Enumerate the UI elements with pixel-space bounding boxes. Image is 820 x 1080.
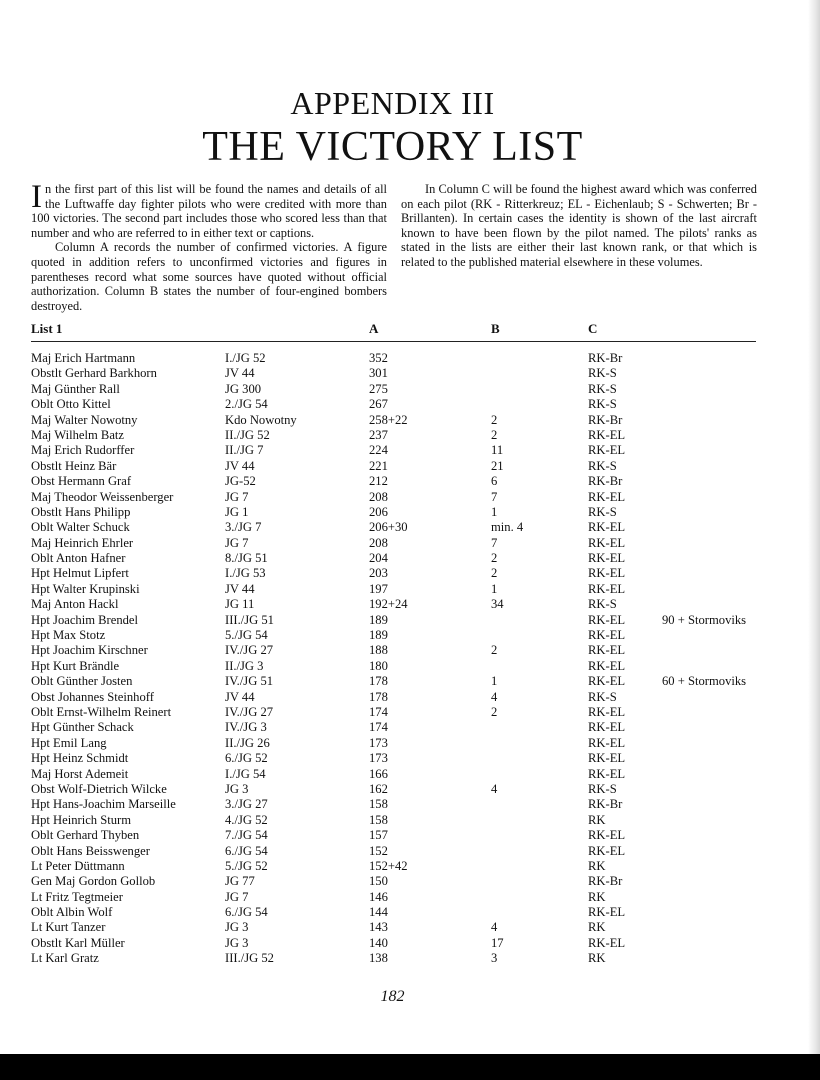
pilot-name: Hpt Max Stotz: [31, 628, 106, 643]
pilot-unit: JG 7: [225, 535, 249, 550]
table-row: [31, 459, 791, 474]
pilot-name: Obst Wolf-Dietrich Wilcke: [31, 781, 167, 796]
pilot-unit: IV./JG 27: [225, 643, 274, 658]
table-row: [31, 936, 791, 951]
award-c: RK: [588, 889, 606, 904]
victories-a: 192+24: [369, 597, 408, 612]
victories-a: 140: [369, 935, 388, 950]
victories-a: 212: [369, 474, 388, 489]
pilot-name: Obstlt Heinz Bär: [31, 458, 117, 473]
pilot-unit: IV./JG 3: [225, 720, 267, 735]
victories-a: 203: [369, 566, 388, 581]
bombers-b: 1: [491, 581, 498, 596]
table-row: [31, 566, 791, 581]
pilot-name: Maj Walter Nowotny: [31, 412, 138, 427]
pilot-name: Oblt Otto Kittel: [31, 397, 111, 412]
pilot-unit: I./JG 52: [225, 351, 266, 365]
column-c-header: C: [588, 321, 598, 336]
victories-a: 158: [369, 812, 388, 827]
pilot-name: Maj Wilhelm Batz: [31, 427, 124, 442]
award-c: RK-EL: [588, 520, 626, 535]
award-c: RK-Br: [588, 351, 623, 365]
table-row: [31, 613, 791, 628]
intro-paragraph-3: In Column C will be found the highest award which was conferred on each pilot (RK - Ritterkreuz; EL - Eichenlaub; S - Schwerten; Br - Brillanten). In certain cases the identity is shown of the last aircraft known to have been flown by the pilot named. The pilots' ranks as stated in the lists are either their last known rank, or that which is related to the published material elsewhere in these volumes.: [401, 182, 757, 269]
pilot-unit: 4./JG 52: [225, 812, 268, 827]
pilot-unit: I./JG 53: [225, 566, 266, 581]
award-c: RK-EL: [588, 628, 626, 643]
pilot-name: Gen Maj Gordon Gollob: [31, 874, 156, 889]
award-c: RK: [588, 812, 606, 827]
victories-a: 197: [369, 581, 388, 596]
award-c: RK-EL: [588, 905, 626, 920]
pilot-name: Hpt Joachim Kirschner: [31, 643, 148, 658]
award-c: RK-Br: [588, 874, 623, 889]
award-c: RK-EL: [588, 427, 626, 442]
pilot-unit: 8./JG 51: [225, 551, 268, 566]
victories-a: 173: [369, 735, 388, 750]
award-c: RK-EL: [588, 566, 626, 581]
award-c: RK: [588, 951, 606, 966]
bombers-b: 2: [491, 551, 498, 566]
pilot-unit: 7./JG 54: [225, 828, 268, 843]
bombers-b: 2: [491, 643, 498, 658]
pilot-unit: III./JG 52: [225, 951, 274, 966]
victories-a: 157: [369, 828, 388, 843]
table-row: [31, 720, 791, 735]
award-c: RK-S: [588, 689, 617, 704]
pilot-name: Obstlt Karl Müller: [31, 935, 125, 950]
award-c: RK-Br: [588, 412, 623, 427]
pilot-unit: JV 44: [225, 689, 255, 704]
victories-a: 158: [369, 797, 388, 812]
victories-a: 138: [369, 951, 388, 966]
pilot-unit: II./JG 3: [225, 658, 264, 673]
pilot-unit: II./JG 52: [225, 427, 270, 442]
award-c: RK-EL: [588, 704, 626, 719]
victory-list: [31, 351, 791, 967]
table-row: [31, 859, 791, 874]
victories-a: 144: [369, 905, 388, 920]
pilot-name: Hpt Kurt Brändle: [31, 658, 120, 673]
page-edge-shadow: [808, 0, 820, 1080]
pilot-unit: JG-52: [225, 474, 256, 489]
pilot-unit: IV./JG 51: [225, 674, 274, 689]
table-row: [31, 844, 791, 859]
bombers-b: 2: [491, 427, 498, 442]
award-c: RK-EL: [588, 551, 626, 566]
victories-a: 208: [369, 535, 388, 550]
table-row: [31, 674, 791, 689]
victories-a: 237: [369, 427, 388, 442]
pilot-name: Lt Karl Gratz: [31, 951, 99, 966]
intro-paragraph-1: [31, 179, 387, 240]
pilot-unit: 3./JG 27: [225, 797, 268, 812]
table-row: [31, 474, 791, 489]
table-row: [31, 382, 791, 397]
victories-a: 143: [369, 920, 388, 935]
victories-a: 174: [369, 720, 388, 735]
victories-a: 221: [369, 458, 388, 473]
victories-a: 189: [369, 628, 388, 643]
pilot-name: Lt Kurt Tanzer: [31, 920, 106, 935]
victories-a: 206: [369, 504, 388, 519]
table-row: [31, 490, 791, 505]
award-c: RK-S: [588, 504, 617, 519]
intro-paragraph-2: Column A records the number of confirmed victories. A figure quoted in addition refers to unconfirmed victories and figures in parentheses record what some sources have quoted without official authorization. Column B states the number of four-engined bombers destroyed.: [31, 240, 387, 313]
table-row: [31, 951, 791, 966]
award-c: RK-EL: [588, 766, 626, 781]
pilot-name: Maj Heinrich Ehrler: [31, 535, 134, 550]
table-row: [31, 797, 791, 812]
victories-a: 188: [369, 643, 388, 658]
bombers-b: 21: [491, 458, 504, 473]
bombers-b: 11: [491, 443, 504, 458]
bombers-b: 4: [491, 689, 498, 704]
pilot-name: Obst Johannes Steinhoff: [31, 689, 154, 704]
victories-a: 352: [369, 351, 388, 365]
pilot-name: Maj Theodor Weissenberger: [31, 489, 174, 504]
table-row: [31, 813, 791, 828]
pilot-unit: JV 44: [225, 581, 255, 596]
pilot-unit: JG 1: [225, 504, 249, 519]
victories-a: 189: [369, 612, 388, 627]
table-row: [31, 751, 791, 766]
table-row: [31, 397, 791, 412]
victories-a: 180: [369, 658, 388, 673]
award-c: RK: [588, 858, 606, 873]
award-c: RK-EL: [588, 658, 626, 673]
table-row: [31, 628, 791, 643]
award-c: RK-EL: [588, 643, 626, 658]
pilot-name: Oblt Gerhard Thyben: [31, 828, 140, 843]
pilot-name: Hpt Günther Schack: [31, 720, 134, 735]
award-c: RK-EL: [588, 612, 626, 627]
bombers-b: 4: [491, 920, 498, 935]
table-row: [31, 582, 791, 597]
award-c: RK-Br: [588, 474, 623, 489]
table-row: [31, 736, 791, 751]
intro-left-column: [31, 179, 387, 313]
victories-a: 275: [369, 381, 388, 396]
bombers-b: 34: [491, 597, 504, 612]
pilot-unit: 5./JG 54: [225, 628, 268, 643]
award-c: RK-EL: [588, 720, 626, 735]
appendix-heading: APPENDIX III: [290, 85, 495, 121]
victories-a: 152: [369, 843, 388, 858]
list-label: List 1: [31, 321, 63, 336]
pilot-unit: JG 3: [225, 920, 249, 935]
victories-a: 204: [369, 551, 388, 566]
column-a-header: A: [369, 321, 379, 336]
scan-bottom-border: [0, 1054, 820, 1080]
award-c: RK: [588, 920, 606, 935]
table-row: [31, 351, 791, 366]
pilot-unit: 2./JG 54: [225, 397, 268, 412]
pilot-name: Oblt Ernst-Wilhelm Reinert: [31, 704, 172, 719]
pilot-unit: IV./JG 27: [225, 704, 274, 719]
pilot-name: Obstlt Gerhard Barkhorn: [31, 366, 157, 381]
award-c: RK-Br: [588, 797, 623, 812]
pilot-unit: JG 77: [225, 874, 255, 889]
bombers-b: 4: [491, 781, 498, 796]
victories-a: 206+30: [369, 520, 408, 535]
award-c: RK-EL: [588, 843, 626, 858]
award-c: RK-S: [588, 397, 617, 412]
bombers-b: 7: [491, 535, 498, 550]
pilot-unit: II./JG 7: [225, 443, 264, 458]
table-row: [31, 443, 791, 458]
bombers-b: min. 4: [491, 520, 524, 535]
victories-a: 162: [369, 781, 388, 796]
award-c: RK-S: [588, 381, 617, 396]
pilot-unit: JV 44: [225, 366, 255, 381]
table-row: [31, 520, 791, 535]
victories-a: 152+42: [369, 858, 408, 873]
table-row: [31, 536, 791, 551]
pilot-name: Oblt Walter Schuck: [31, 520, 130, 535]
pilot-name: Hpt Emil Lang: [31, 735, 107, 750]
pilot-unit: JG 3: [225, 935, 249, 950]
table-row: [31, 828, 791, 843]
page-number: 182: [380, 988, 405, 1005]
table-row: [31, 551, 791, 566]
award-c: RK-S: [588, 781, 617, 796]
pilot-unit: III./JG 51: [225, 612, 274, 627]
page-title: THE VICTORY LIST: [202, 124, 583, 170]
award-c: RK-EL: [588, 489, 626, 504]
award-c: RK-EL: [588, 674, 626, 689]
victories-a: 267: [369, 397, 388, 412]
table-row: [31, 505, 791, 520]
table-row: [31, 597, 791, 612]
pilot-unit: 5./JG 52: [225, 858, 268, 873]
table-row: [31, 767, 791, 782]
victories-a: 178: [369, 689, 388, 704]
award-c: RK-EL: [588, 581, 626, 596]
victories-a: 146: [369, 889, 388, 904]
pilot-unit: 6./JG 54: [225, 843, 268, 858]
pilot-unit: JG 7: [225, 889, 249, 904]
victories-a: 173: [369, 751, 388, 766]
award-c: RK-S: [588, 458, 617, 473]
pilot-unit: Kdo Nowotny: [225, 412, 297, 427]
victories-a: 166: [369, 766, 388, 781]
victories-a: 224: [369, 443, 388, 458]
table-row: [31, 413, 791, 428]
table-row: [31, 643, 791, 658]
victories-a: 258+22: [369, 412, 408, 427]
pilot-name: Oblt Anton Hafner: [31, 551, 126, 566]
pilot-name: Hpt Heinz Schmidt: [31, 751, 129, 766]
pilot-unit: II./JG 26: [225, 735, 270, 750]
pilot-name: Maj Erich Hartmann: [31, 351, 136, 365]
bombers-b: 3: [491, 951, 498, 966]
bombers-b: 2: [491, 566, 498, 581]
table-row: [31, 705, 791, 720]
pilot-name: Hpt Heinrich Sturm: [31, 812, 132, 827]
pilot-name: Maj Anton Hackl: [31, 597, 119, 612]
pilot-unit: JV 44: [225, 458, 255, 473]
pilot-name: Maj Erich Rudorffer: [31, 443, 135, 458]
bombers-b: 7: [491, 489, 498, 504]
pilot-name: Obstlt Hans Philipp: [31, 504, 131, 519]
row-note: 90 + Stormoviks: [662, 612, 747, 627]
intro-paragraph-1-text: n the first part of this list will be found the names and details of all the Luftwaffe day fighter pilots who were credited with more than 100 victories. The second part includes those who scored less than that number and who are referred to in either text or captions.: [31, 182, 387, 240]
award-c: RK-EL: [588, 535, 626, 550]
victories-a: 208: [369, 489, 388, 504]
pilot-name: Hpt Walter Krupinski: [31, 581, 140, 596]
pilot-name: Oblt Albin Wolf: [31, 905, 113, 920]
table-row: [31, 690, 791, 705]
pilot-name: Hpt Joachim Brendel: [31, 612, 139, 627]
table-row: [31, 905, 791, 920]
pilot-name: Hpt Hans-Joachim Marseille: [31, 797, 176, 812]
pilot-name: Lt Fritz Tegtmeier: [31, 889, 123, 904]
intro-right-column: [401, 182, 757, 270]
pilot-unit: 6./JG 52: [225, 751, 268, 766]
pilot-name: Maj Günther Rall: [31, 381, 120, 396]
victories-a: 150: [369, 874, 388, 889]
pilot-name: Maj Horst Ademeit: [31, 766, 129, 781]
bombers-b: 6: [491, 474, 498, 489]
bombers-b: 1: [491, 674, 498, 689]
pilot-unit: JG 7: [225, 489, 249, 504]
bombers-b: 17: [491, 935, 504, 950]
pilot-unit: 6./JG 54: [225, 905, 268, 920]
bombers-b: 1: [491, 504, 498, 519]
award-c: RK-EL: [588, 751, 626, 766]
pilot-name: Oblt Hans Beisswenger: [31, 843, 150, 858]
pilot-name: Obst Hermann Graf: [31, 474, 132, 489]
table-row: [31, 920, 791, 935]
pilot-name: Oblt Günther Josten: [31, 674, 133, 689]
pilot-unit: JG 3: [225, 781, 249, 796]
pilot-unit: JG 11: [225, 597, 255, 612]
victories-a: 178: [369, 674, 388, 689]
pilot-unit: JG 300: [225, 381, 262, 396]
award-c: RK-EL: [588, 935, 626, 950]
award-c: RK-S: [588, 597, 617, 612]
row-note: 60 + Stormoviks: [662, 674, 747, 689]
list-header: [31, 321, 756, 342]
bombers-b: 2: [491, 704, 498, 719]
pilot-name: Hpt Helmut Lipfert: [31, 566, 129, 581]
award-c: RK-EL: [588, 735, 626, 750]
table-row: [31, 890, 791, 905]
table-row: [31, 366, 791, 381]
table-row: [31, 874, 791, 889]
table-row: [31, 659, 791, 674]
table-row: [31, 782, 791, 797]
award-c: RK-EL: [588, 443, 626, 458]
victories-a: 174: [369, 704, 388, 719]
drop-cap: I: [31, 179, 42, 215]
award-c: RK-S: [588, 366, 617, 381]
column-b-header: B: [491, 321, 500, 336]
pilot-unit: 3./JG 7: [225, 520, 262, 535]
award-c: RK-EL: [588, 828, 626, 843]
bombers-b: 2: [491, 412, 498, 427]
pilot-name: Lt Peter Düttmann: [31, 858, 125, 873]
victories-a: 301: [369, 366, 388, 381]
table-row: [31, 428, 791, 443]
pilot-unit: I./JG 54: [225, 766, 266, 781]
